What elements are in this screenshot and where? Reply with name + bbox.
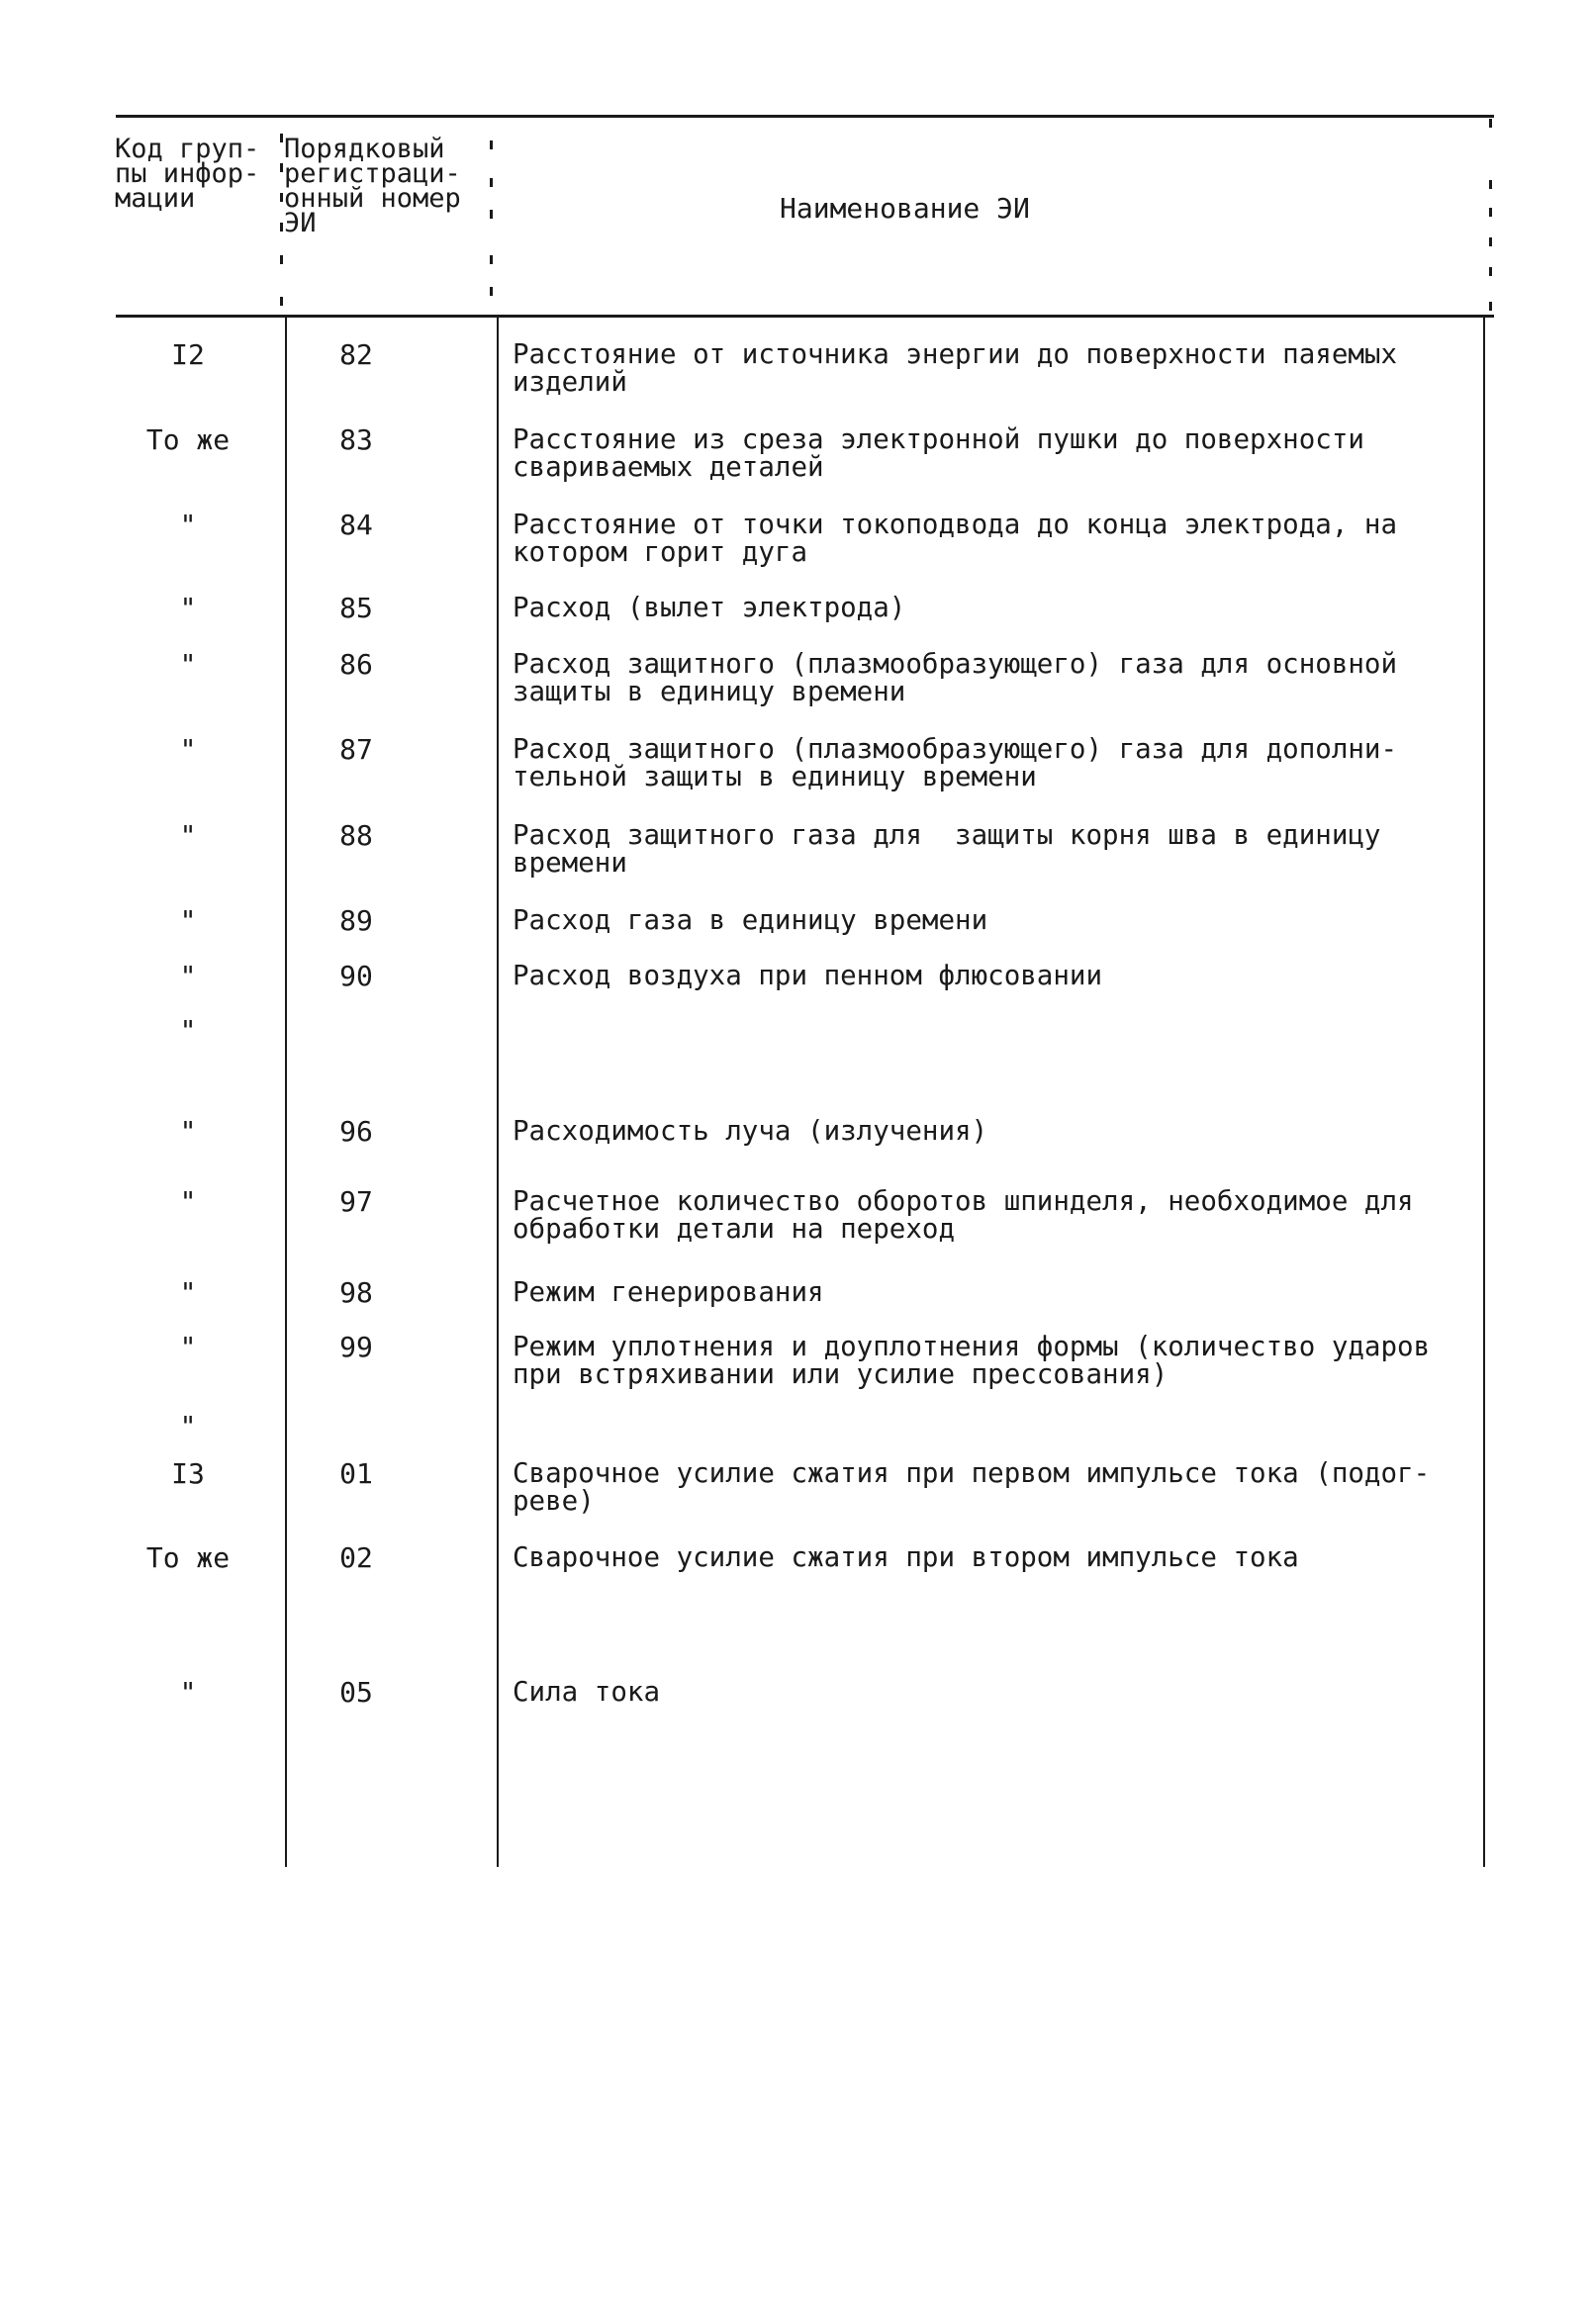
column-divider-2: [497, 317, 499, 1867]
row-number: 98: [339, 1276, 373, 1309]
row-code: ": [179, 509, 197, 541]
row-code: То же: [145, 423, 231, 456]
row-number: 97: [339, 1185, 373, 1218]
row-number: 99: [339, 1331, 373, 1363]
row-number: 88: [339, 819, 373, 852]
row-code: ": [179, 1410, 197, 1442]
row-number: 01: [339, 1457, 373, 1490]
header-divider-dot: [1489, 208, 1492, 217]
row-code: ": [179, 1276, 197, 1309]
row-name: Режим генерирования: [513, 1276, 824, 1308]
column-divider-right: [1483, 317, 1485, 1867]
row-number: 02: [339, 1541, 373, 1574]
row-code: ": [179, 1676, 197, 1709]
row-code: ": [179, 904, 197, 937]
header-code: Код груп- пы инфор- мации: [115, 134, 260, 214]
header-divider-dot: [1489, 267, 1492, 276]
header-divider-dot: [1489, 302, 1492, 311]
header-divider-dot: [490, 140, 493, 149]
row-code: ": [179, 960, 197, 992]
row-name: Расстояние от точки токоподвода до конца электрода, на котором горит дуга: [513, 509, 1414, 568]
header-divider-dot: [280, 163, 283, 172]
header-divider-dot: [490, 255, 493, 264]
row-number: 05: [339, 1676, 373, 1709]
row-code: ": [179, 819, 197, 852]
table-top-rule: [116, 115, 1494, 118]
row-name: Расходимость луча (излучения): [513, 1115, 988, 1147]
row-name: Сварочное усилие сжатия при первом импульсе тока (подог-реве): [513, 1457, 1431, 1517]
row-code: ": [179, 733, 197, 766]
header-divider-dot: [280, 223, 283, 232]
row-number: 82: [339, 338, 373, 371]
row-name: Расстояние из среза электронной пушки до поверхности свариваемых деталей: [513, 423, 1381, 483]
header-divider-dot: [490, 287, 493, 296]
row-name: Расход защитного (плазмообразующего) газа для дополни-тельной защиты в единицу времени: [513, 733, 1398, 792]
row-number: 90: [339, 960, 373, 992]
row-code: ": [179, 1115, 197, 1148]
header-name: Наименование ЭИ: [780, 192, 1030, 225]
row-name: Расход защитного газа для защиты корня шва в единицу времени: [513, 819, 1398, 879]
header-number: Порядковый регистраци- онный номер ЭИ: [284, 134, 461, 238]
row-number: 87: [339, 733, 373, 766]
row-name: Сила тока: [513, 1676, 661, 1708]
row-code: То же: [145, 1541, 231, 1574]
header-divider-dot: [280, 193, 283, 202]
header-divider-dot: [490, 178, 493, 187]
header-divider-dot: [1489, 180, 1492, 189]
row-name: Сварочное усилие сжатия при втором импульсе тока: [513, 1541, 1299, 1573]
row-number: 84: [339, 509, 373, 541]
row-name: Расчетное количество оборотов шпинделя, необходимое для обработки детали на переход: [513, 1185, 1431, 1245]
row-code: ": [179, 1185, 197, 1218]
row-name: Расход газа в единицу времени: [513, 904, 988, 936]
column-divider-1: [285, 317, 287, 1867]
row-name: Расстояние от источника энергии до поверхности паяемых изделий: [513, 338, 1414, 398]
header-bottom-rule: [116, 315, 1494, 318]
row-code: ": [179, 1014, 197, 1047]
row-code: ": [179, 648, 197, 681]
row-number: 96: [339, 1115, 373, 1148]
row-code: ": [179, 1331, 197, 1363]
header-divider-dot: [1489, 119, 1492, 128]
row-code: I3: [171, 1457, 205, 1490]
row-code: I2: [171, 338, 205, 371]
row-number: 86: [339, 648, 373, 681]
row-number: 89: [339, 904, 373, 937]
row-name: Расход защитного (плазмообразующего) газа для основной защиты в единицу времени: [513, 648, 1414, 707]
row-code: ": [179, 592, 197, 624]
header-divider-dot: [280, 134, 283, 142]
row-name: Режим уплотнения и доуплотнения формы (количество ударов при встряхивании или усилие прессования): [513, 1331, 1447, 1390]
row-name: Расход воздуха при пенном флюсовании: [513, 960, 1103, 991]
header-divider-dot: [280, 297, 283, 306]
header-divider-dot: [280, 255, 283, 264]
header-divider-dot: [490, 210, 493, 219]
row-number: 85: [339, 592, 373, 624]
row-name: Расход (вылет электрода): [513, 592, 906, 623]
header-divider-dot: [1489, 237, 1492, 246]
row-number: 83: [339, 423, 373, 456]
